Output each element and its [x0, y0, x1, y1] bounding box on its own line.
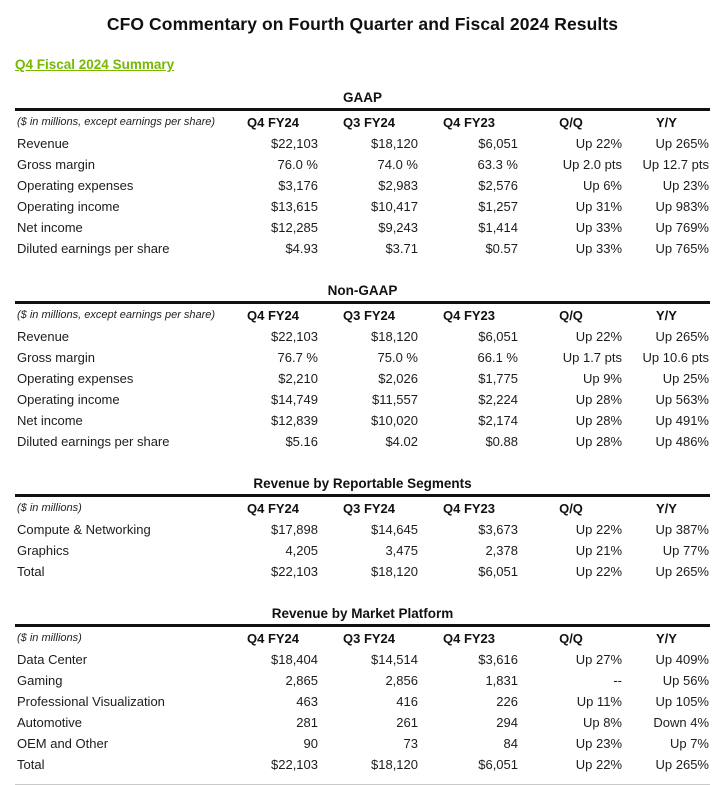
cell-value: 226	[496, 694, 518, 709]
column-header: Q/Q	[559, 115, 583, 130]
row-label: Operating income	[17, 392, 120, 407]
cell-value: Up 105%	[655, 694, 709, 709]
cell-value: 76.7 %	[277, 350, 318, 365]
cell-value: Up 23%	[662, 178, 709, 193]
cell-value: $22,103	[271, 136, 318, 151]
cell-value: Up 33%	[575, 241, 622, 256]
cell-value: Up 265%	[655, 757, 709, 772]
cell-value: 281	[296, 715, 318, 730]
financial-table	[15, 304, 710, 452]
cell-value: Up 25%	[662, 371, 709, 386]
cell-value: $2,983	[378, 178, 418, 193]
table-row	[15, 561, 710, 582]
table-row	[15, 175, 710, 196]
table-gaap	[15, 90, 710, 259]
column-header: Q/Q	[559, 631, 583, 646]
table-row	[15, 540, 710, 561]
table-note: ($ in millions)	[17, 502, 82, 515]
table-row	[15, 368, 710, 389]
cell-value: $3,176	[278, 178, 318, 193]
cell-value: $13,615	[271, 199, 318, 214]
table-row	[15, 733, 710, 754]
page-title: CFO Commentary on Fourth Quarter and Fiscal 2024 Results	[106, 14, 619, 34]
cell-value: 90	[303, 736, 318, 751]
column-header: Q3 FY24	[342, 501, 396, 516]
cell-value: 66.1 %	[477, 350, 518, 365]
table-header-row	[15, 497, 710, 519]
row-label: Total	[17, 564, 45, 579]
table-title: GAAP	[15, 90, 710, 111]
table-row	[15, 410, 710, 431]
column-header: Q4 FY23	[442, 501, 496, 516]
table-row	[15, 154, 710, 175]
cell-value: Up 769%	[655, 220, 709, 235]
cell-value: Up 22%	[575, 522, 622, 537]
table-row	[15, 238, 710, 259]
cell-value: $17,898	[271, 522, 318, 537]
column-header: Q4 FY23	[442, 631, 496, 646]
cell-value: Up 10.6 pts	[642, 350, 709, 365]
cell-value: $1,775	[478, 371, 518, 386]
cell-value: Up 9%	[582, 371, 622, 386]
cell-value: Up 265%	[655, 329, 709, 344]
cell-value: $9,243	[378, 220, 418, 235]
cell-value: $6,051	[478, 757, 518, 772]
table-row	[15, 754, 710, 775]
row-label: Revenue	[17, 329, 70, 344]
column-header: Y/Y	[656, 631, 677, 646]
cell-value: $6,051	[478, 564, 518, 579]
cell-value: Up 33%	[575, 220, 622, 235]
table-row	[15, 691, 710, 712]
cell-value: $18,120	[371, 757, 418, 772]
cell-value: Up 486%	[655, 434, 709, 449]
cell-value: Up 28%	[575, 434, 622, 449]
cell-value: $18,120	[371, 136, 418, 151]
table-row	[15, 217, 710, 238]
cell-value: Up 11%	[576, 694, 622, 709]
cell-value: $1,257	[478, 199, 518, 214]
cell-value: 73	[403, 736, 418, 751]
row-label: Revenue	[17, 136, 70, 151]
row-label: Data Center	[17, 652, 88, 667]
financial-table	[15, 497, 710, 582]
cell-value: $4.02	[385, 434, 418, 449]
row-label: Net income	[17, 413, 83, 428]
column-header: Q3 FY24	[342, 308, 396, 323]
cell-value: Up 7%	[669, 736, 709, 751]
column-header: Q/Q	[559, 501, 583, 516]
cell-value: 84	[503, 736, 518, 751]
cell-value: $12,285	[271, 220, 318, 235]
row-label: Operating expenses	[17, 371, 134, 386]
cell-value: 75.0 %	[377, 350, 418, 365]
cell-value: Up 23%	[575, 736, 622, 751]
financial-table	[15, 111, 710, 259]
row-label: Compute & Networking	[17, 522, 151, 537]
cell-value: $3,673	[478, 522, 518, 537]
cell-value: 4,205	[285, 543, 318, 558]
row-label: Gross margin	[17, 350, 96, 365]
column-header: Y/Y	[656, 501, 677, 516]
cell-value: Up 28%	[575, 392, 622, 407]
row-label: Automotive	[17, 715, 83, 730]
table-row	[15, 326, 710, 347]
cell-value: Up 22%	[575, 329, 622, 344]
cell-value: Up 22%	[575, 757, 622, 772]
table-row	[15, 347, 710, 368]
cell-value: $18,404	[271, 652, 318, 667]
row-label: Professional Visualization	[17, 694, 165, 709]
q4-fiscal-2024-summary-link[interactable]: Q4 Fiscal 2024 Summary	[15, 57, 175, 72]
table-title: Non-GAAP	[15, 283, 710, 304]
tables-container	[15, 90, 710, 775]
cell-value: $3,616	[478, 652, 518, 667]
table-header-row	[15, 304, 710, 326]
cell-value: Up 21%	[575, 543, 622, 558]
cell-value: $6,051	[478, 329, 518, 344]
cell-value: $22,103	[271, 564, 318, 579]
cell-value: $18,120	[371, 329, 418, 344]
row-label: Graphics	[17, 543, 70, 558]
column-header: Q4 FY24	[246, 631, 300, 646]
cell-value: Up 6%	[582, 178, 622, 193]
column-header: Y/Y	[656, 115, 677, 130]
row-label: Net income	[17, 220, 83, 235]
row-label: Diluted earnings per share	[17, 241, 170, 256]
cell-value: $12,839	[271, 413, 318, 428]
column-header: Q3 FY24	[342, 631, 396, 646]
cell-value: $2,174	[478, 413, 518, 428]
cell-value: 463	[296, 694, 318, 709]
column-header: Q4 FY23	[442, 308, 496, 323]
cell-value: 261	[396, 715, 418, 730]
cell-value: Up 27%	[575, 652, 622, 667]
cell-value: $10,020	[371, 413, 418, 428]
cell-value: Up 22%	[575, 564, 622, 579]
table-note: ($ in millions)	[17, 632, 82, 645]
column-header: Q/Q	[559, 308, 583, 323]
cell-value: Up 409%	[655, 652, 709, 667]
cell-value: Up 12.7 pts	[642, 157, 709, 172]
cell-value: $2,026	[378, 371, 418, 386]
column-header: Q4 FY23	[442, 115, 496, 130]
cell-value: Up 8%	[582, 715, 622, 730]
row-label: Total	[17, 757, 45, 772]
table-title: Revenue by Reportable Segments	[15, 476, 710, 497]
table-title: Revenue by Market Platform	[15, 606, 710, 627]
cell-value: $0.88	[485, 434, 518, 449]
column-header: Q4 FY24	[246, 501, 300, 516]
cell-value: --	[613, 673, 622, 688]
cell-value: Up 563%	[655, 392, 709, 407]
cell-value: Up 1.7 pts	[562, 350, 622, 365]
cell-value: $2,576	[478, 178, 518, 193]
cell-value: $0.57	[485, 241, 518, 256]
row-label: Diluted earnings per share	[17, 434, 170, 449]
row-label: Operating expenses	[17, 178, 134, 193]
column-header: Y/Y	[656, 308, 677, 323]
cell-value: $11,557	[371, 392, 418, 407]
cell-value: Up 387%	[655, 522, 709, 537]
cell-value: 2,865	[285, 673, 318, 688]
column-header: Q4 FY24	[246, 115, 300, 130]
cell-value: $14,645	[371, 522, 418, 537]
cell-value: Up 265%	[655, 136, 709, 151]
cell-value: 1,831	[485, 673, 518, 688]
column-header: Q4 FY24	[246, 308, 300, 323]
financial-table	[15, 627, 710, 775]
cell-value: $3.71	[385, 241, 418, 256]
cell-value: Up 77%	[662, 543, 709, 558]
cell-value: $5.16	[285, 434, 318, 449]
table-note: ($ in millions, except earnings per share)	[17, 309, 216, 322]
cell-value: $14,749	[271, 392, 318, 407]
table-row	[15, 712, 710, 733]
cell-value: $4.93	[285, 241, 318, 256]
cell-value: 63.3 %	[477, 157, 518, 172]
table-revenue-by-market-platform	[15, 606, 710, 775]
row-label: Gaming	[17, 673, 63, 688]
table-note: ($ in millions, except earnings per share)	[17, 116, 216, 129]
cell-value: $22,103	[271, 329, 318, 344]
cell-value: 294	[496, 715, 518, 730]
cell-value: 76.0 %	[277, 157, 318, 172]
table-row	[15, 431, 710, 452]
cell-value: Up 265%	[655, 564, 709, 579]
table-row	[15, 670, 710, 691]
cell-value: Up 491%	[655, 413, 709, 428]
cell-value: 2,856	[385, 673, 418, 688]
cell-value: $2,224	[478, 392, 518, 407]
cell-value: $6,051	[478, 136, 518, 151]
cell-value: Up 31%	[575, 199, 622, 214]
table-row	[15, 133, 710, 154]
cell-value: $14,514	[371, 652, 418, 667]
cell-value: 3,475	[385, 543, 418, 558]
cell-value: 416	[396, 694, 418, 709]
cell-value: Up 28%	[575, 413, 622, 428]
cell-value: 74.0 %	[377, 157, 418, 172]
table-revenue-by-reportable-segments	[15, 476, 710, 582]
table-header-row	[15, 111, 710, 133]
table-header-row	[15, 627, 710, 649]
cell-value: $2,210	[278, 371, 318, 386]
table-row	[15, 389, 710, 410]
row-label: Gross margin	[17, 157, 96, 172]
table-non-gaap	[15, 283, 710, 452]
column-header: Q3 FY24	[342, 115, 396, 130]
cell-value: Up 2.0 pts	[562, 157, 622, 172]
summary-link-row	[15, 56, 710, 74]
cell-value: Up 22%	[575, 136, 622, 151]
table-row	[15, 196, 710, 217]
row-label: OEM and Other	[17, 736, 109, 751]
table-row	[15, 649, 710, 670]
cell-value: $22,103	[271, 757, 318, 772]
row-label: Operating income	[17, 199, 120, 214]
cell-value: $1,414	[478, 220, 518, 235]
cell-value: Up 983%	[655, 199, 709, 214]
cell-value: Down 4%	[653, 715, 709, 730]
table-row	[15, 519, 710, 540]
cell-value: $10,417	[371, 199, 418, 214]
cell-value: 2,378	[485, 543, 518, 558]
cell-value: Up 56%	[662, 673, 709, 688]
cell-value: $18,120	[371, 564, 418, 579]
cell-value: Up 765%	[655, 241, 709, 256]
